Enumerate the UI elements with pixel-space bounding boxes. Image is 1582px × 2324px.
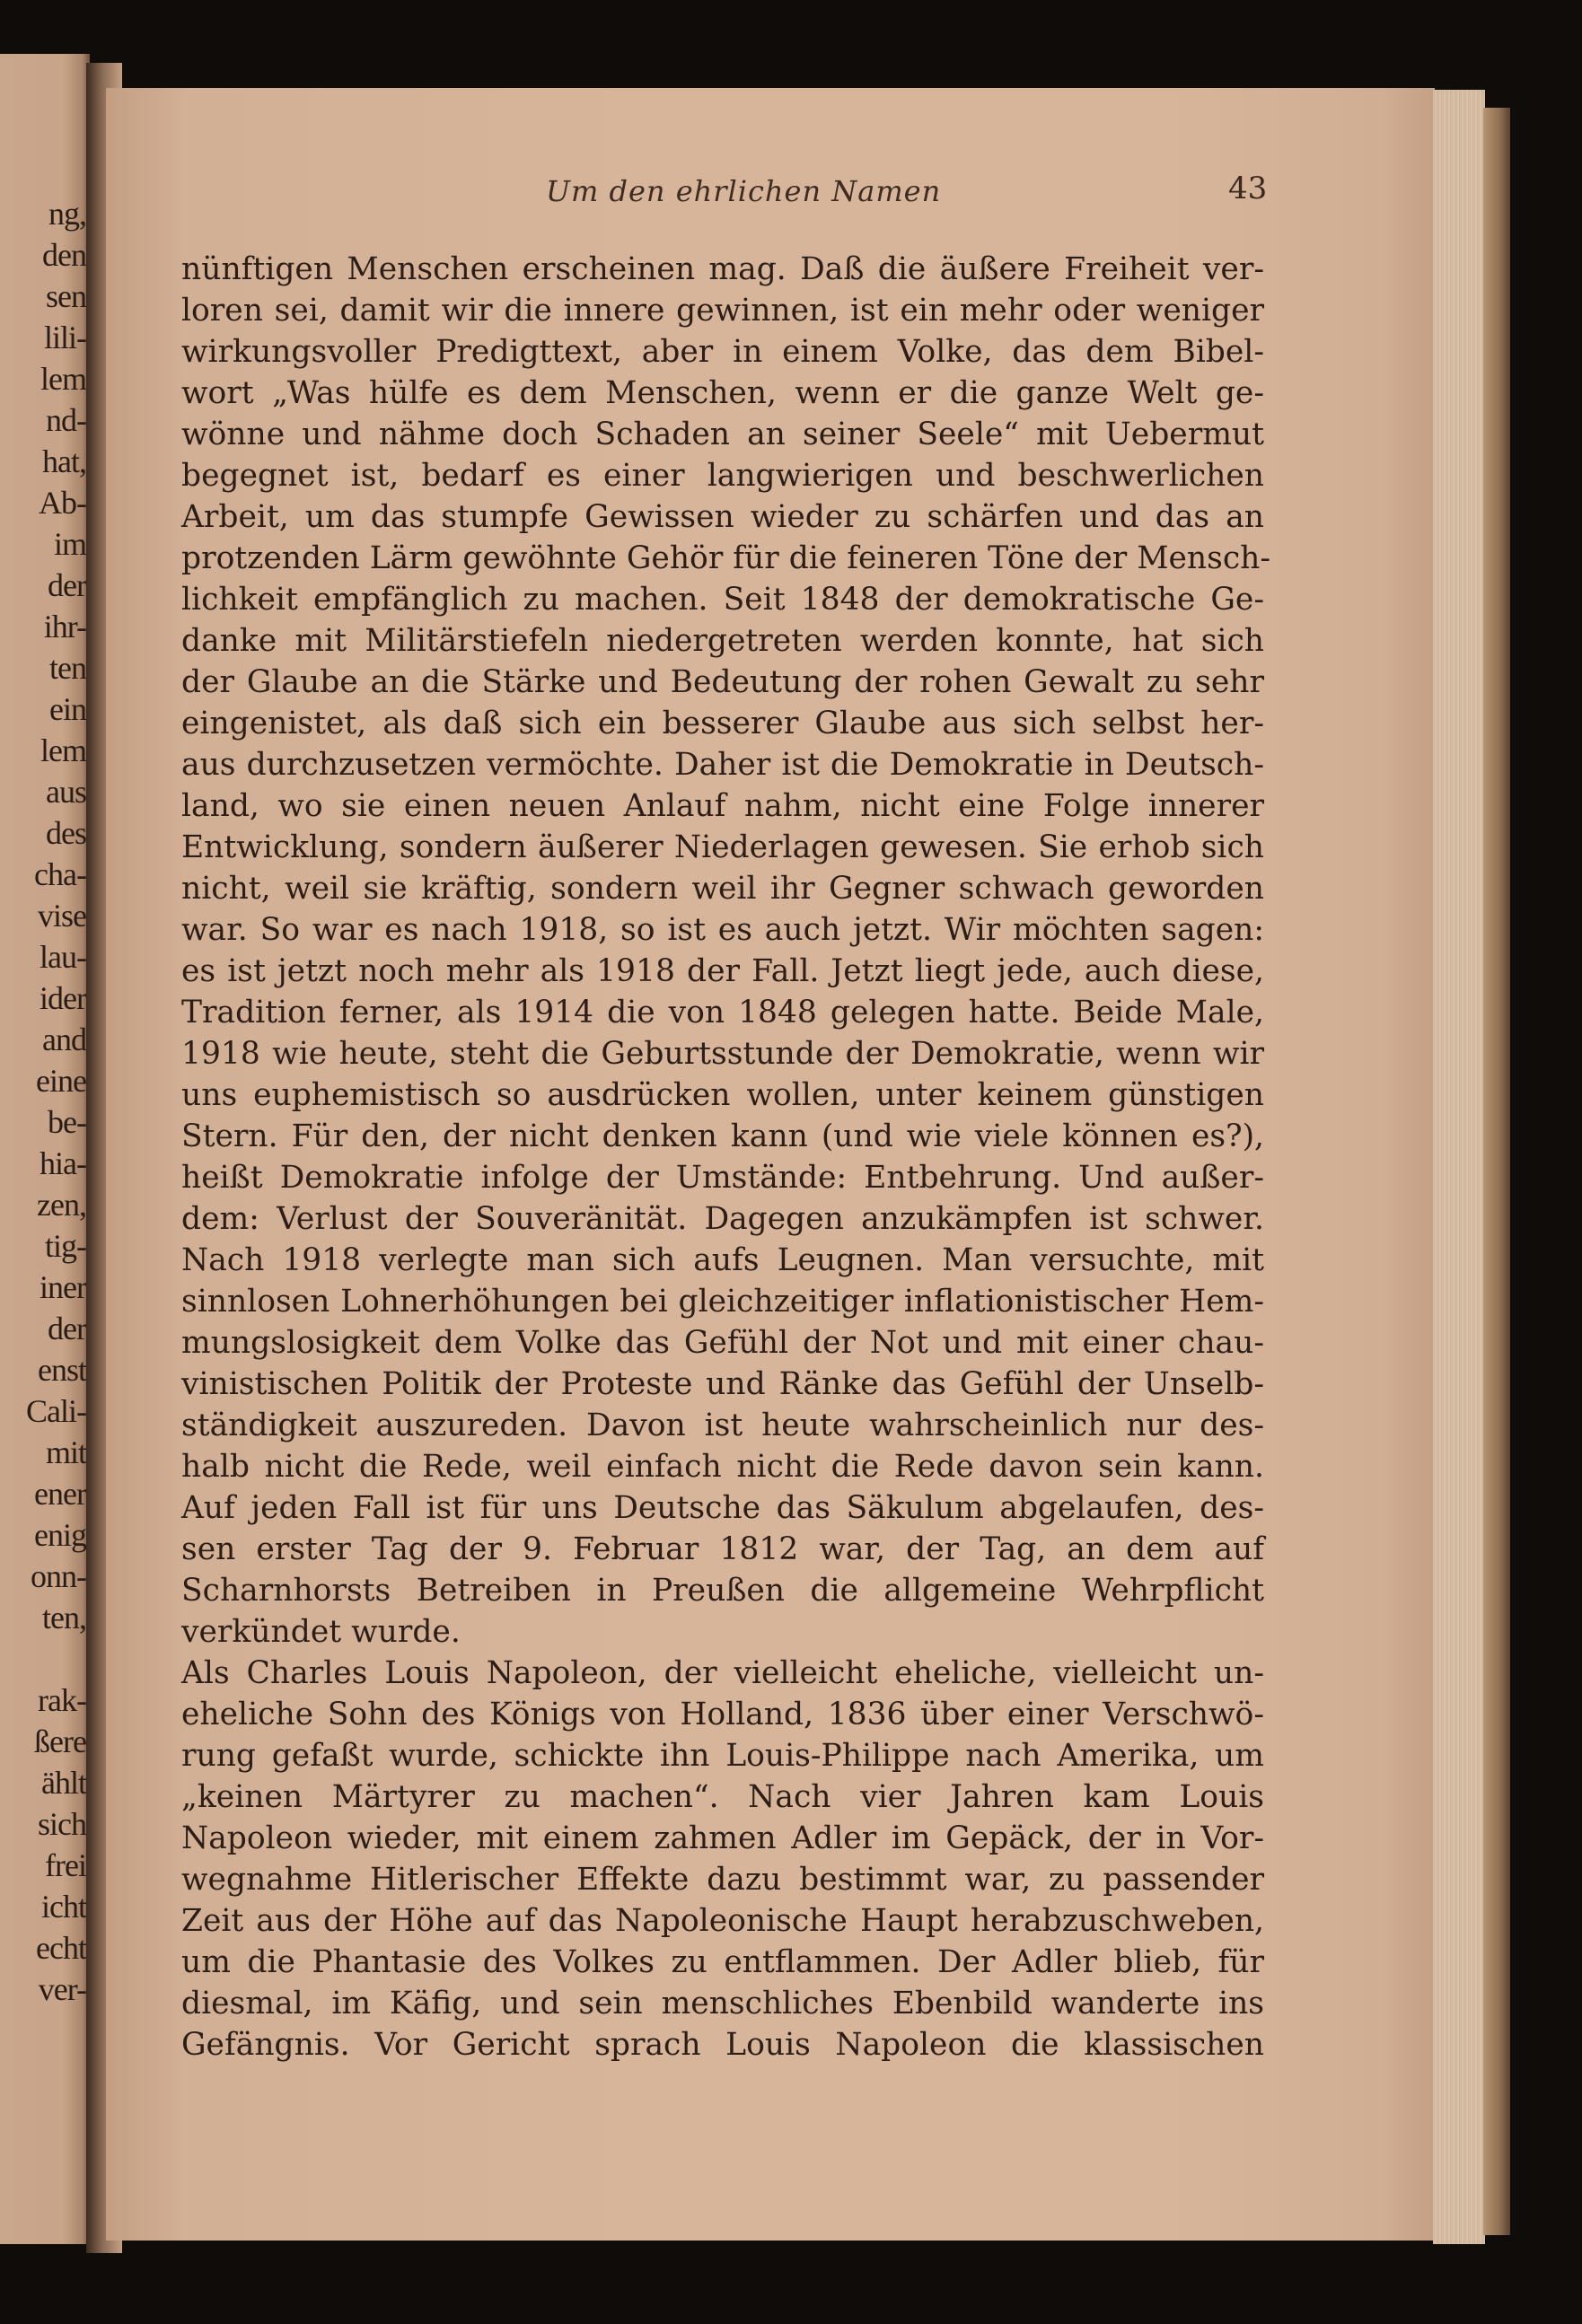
left-page-text-fragment: tig- xyxy=(45,1228,86,1264)
left-page-text-fragment: aus xyxy=(46,774,86,810)
left-page-text-fragment: iner xyxy=(40,1269,86,1305)
text-line: eingenistet, als daß sich ein besserer Glaube aus sich selbst her- xyxy=(181,706,1264,741)
left-page-text-fragment: mit xyxy=(45,1434,86,1470)
left-page-text-fragment: ählt xyxy=(41,1765,86,1801)
text-line: um die Phantasie des Volkes zu entflammen. Der Adler blieb, für xyxy=(181,1944,1264,1980)
text-line: uns euphemistisch so ausdrücken wollen, unter keinem günstigen xyxy=(181,1077,1264,1113)
left-page-text-fragment: enig xyxy=(34,1517,86,1553)
text-line: wönne und nähme doch Schaden an seiner Seele“ mit Uebermut xyxy=(181,417,1264,452)
left-page-text-fragment: lili- xyxy=(44,320,86,355)
left-page-text-fragment: des xyxy=(46,815,86,851)
left-page-text-fragment: nd- xyxy=(46,402,86,438)
text-line: Arbeit, um das stumpfe Gewissen wieder zu schärfen und das an xyxy=(181,499,1264,535)
left-page-text-fragment: cha- xyxy=(34,856,86,892)
text-line: diesmal, im Käfig, und sein menschliches Ebenbild wanderte ins xyxy=(181,1986,1264,2021)
page-header xyxy=(106,171,1435,210)
text-line: sen erster Tag der 9. Februar 1812 war, der Tag, an dem auf xyxy=(181,1531,1264,1567)
text-line: begegnet ist, bedarf es einer langwierigen und beschwerlichen xyxy=(181,458,1264,494)
text-line: heißt Demokratie infolge der Umstände: Entbehrung. Und außer- xyxy=(181,1160,1264,1196)
text-line: dem: Verlust der Souveränität. Dagegen anzukämpfen ist schwer. xyxy=(181,1201,1264,1237)
left-page-text-fragment: frei xyxy=(45,1847,86,1883)
left-page-text-fragment: ener xyxy=(34,1476,86,1512)
book-cover-edge xyxy=(1483,108,1510,2235)
text-line: Nach 1918 verlegte man sich aufs Leugnen. Man versuchte, mit xyxy=(181,1242,1264,1278)
left-page-text-fragment: be- xyxy=(48,1104,86,1140)
left-page-text-fragment: onn- xyxy=(31,1558,86,1594)
text-line: Tradition ferner, als 1914 die von 1848 gelegen hatte. Beide Male, xyxy=(181,995,1264,1030)
text-line: loren sei, damit wir die innere gewinnen, ist ein mehr oder weniger xyxy=(181,293,1264,329)
left-page-text-fragment: lau- xyxy=(40,939,86,975)
text-line: rung gefaßt wurde, schickte ihn Louis-Philippe nach Amerika, um xyxy=(181,1738,1264,1774)
text-line: es ist jetzt noch mehr als 1918 der Fall. Jetzt liegt jede, auch diese, xyxy=(181,953,1264,989)
left-page-text-fragment: ßere xyxy=(34,1723,86,1759)
left-page-text-fragment: den xyxy=(42,237,86,273)
text-line: Zeit aus der Höhe auf das Napoleonische Haupt herabzuschweben, xyxy=(181,1903,1264,1939)
text-line: lichkeit empfänglich zu machen. Seit 1848 der demokratische Ge- xyxy=(181,582,1264,618)
text-line: verkündet wurde. xyxy=(181,1614,461,1650)
left-page-text-fragment: echt xyxy=(36,1930,86,1966)
text-line: Stern. Für den, der nicht denken kann (und wie viele können es?), xyxy=(181,1118,1264,1154)
text-line: war. So war es nach 1918, so ist es auch jetzt. Wir möchten sagen: xyxy=(181,912,1264,948)
text-line: Napoleon wieder, mit einem zahmen Adler im Gepäck, der in Vor- xyxy=(181,1820,1264,1856)
left-page-text-fragment: enst xyxy=(38,1352,86,1388)
text-line: nicht, weil sie kräftig, sondern weil ihr Gegner schwach geworden xyxy=(181,871,1264,907)
left-page-text-fragment: and xyxy=(42,1022,86,1057)
left-page-text-fragment: ng, xyxy=(48,196,86,232)
left-page-text-fragment: ten xyxy=(49,650,86,686)
text-line: Als Charles Louis Napoleon, der vielleicht eheliche, vielleicht un- xyxy=(181,1655,1264,1691)
text-line: Gefängnis. Vor Gericht sprach Louis Napoleon die klassischen xyxy=(181,2027,1264,2063)
left-facing-page xyxy=(0,54,90,2244)
left-page-text-fragment: ten, xyxy=(42,1600,86,1636)
text-line: aus durchzusetzen vermöchte. Daher ist die Demokratie in Deutsch- xyxy=(181,747,1264,783)
left-page-text-fragment: im xyxy=(53,526,86,562)
text-line: wegnahme Hitlerischer Effekte dazu bestimmt war, zu passender xyxy=(181,1862,1264,1898)
left-page-text-fragment: ein xyxy=(49,691,86,727)
text-line: wort „Was hülfe es dem Menschen, wenn er die ganze Welt ge- xyxy=(181,375,1264,411)
text-line: vinistischen Politik der Proteste und Ränke das Gefühl der Unselb- xyxy=(181,1366,1264,1402)
text-line: mungslosigkeit dem Volke das Gefühl der Not und mit einer chau- xyxy=(181,1325,1264,1361)
text-line: protzenden Lärm gewöhnte Gehör für die feineren Töne der Mensch- xyxy=(181,540,1271,576)
text-line: ständigkeit auszureden. Davon ist heute wahrscheinlich nur des- xyxy=(181,1408,1264,1443)
left-page-text-fragment: zen, xyxy=(37,1187,86,1223)
left-page-text-fragment: rak- xyxy=(38,1682,86,1718)
left-page-text-fragment: vise xyxy=(38,898,86,934)
left-page-text-fragment: Cali- xyxy=(26,1393,86,1429)
left-page-text-fragment: Ab- xyxy=(39,485,86,521)
text-line: Auf jeden Fall ist für uns Deutsche das Säkulum abgelaufen, des- xyxy=(181,1490,1264,1526)
text-line: danke mit Militärstiefeln niedergetreten werden konnte, hat sich xyxy=(181,623,1264,659)
left-page-text-fragment: lem xyxy=(40,732,86,768)
text-line: der Glaube an die Stärke und Bedeutung der rohen Gewalt zu sehr xyxy=(181,664,1264,700)
left-page-text-fragment: hia- xyxy=(40,1145,86,1181)
left-page-text-fragment: sen xyxy=(46,278,86,314)
left-page-text-fragment: lem xyxy=(40,361,86,397)
page-edges xyxy=(1433,90,1485,2244)
text-line: „keinen Märtyrer zu machen“. Nach vier Jahren kam Louis xyxy=(181,1779,1264,1815)
left-page-text-fragment: ihr- xyxy=(43,609,86,645)
body-text xyxy=(181,249,1271,2065)
left-page-text-fragment: ider xyxy=(40,980,86,1016)
left-page-text-fragment: icht xyxy=(41,1889,86,1925)
text-line: eheliche Sohn des Königs von Holland, 1836 über einer Verschwö- xyxy=(181,1697,1264,1732)
page-number: 43 xyxy=(1228,171,1268,206)
left-page-text-fragment: hat, xyxy=(42,443,86,479)
left-page-text-fragment: sich xyxy=(38,1806,86,1842)
running-title: Um den ehrlichen Namen xyxy=(546,174,942,208)
text-line: sinnlosen Lohnerhöhungen bei gleichzeitiger inflationistischer Hem- xyxy=(181,1284,1264,1320)
text-line: Entwicklung, sondern äußerer Niederlagen gewesen. Sie erhob sich xyxy=(181,829,1264,865)
text-line: 1918 wie heute, steht die Geburtsstunde der Demokratie, wenn wir xyxy=(181,1036,1264,1072)
text-line: halb nicht die Rede, weil einfach nicht die Rede davon sein kann. xyxy=(181,1449,1264,1485)
text-line: nünftigen Menschen erscheinen mag. Daß die äußere Freiheit ver- xyxy=(181,251,1264,287)
left-page-text-fragment: ver- xyxy=(38,1971,86,2007)
left-page-text-fragment: der xyxy=(48,1311,86,1346)
left-page-text-fragment: der xyxy=(48,567,86,603)
text-line: Scharnhorsts Betreiben in Preußen die allgemeine Wehrpflicht xyxy=(181,1573,1264,1609)
left-page-text-fragment: eine xyxy=(36,1063,86,1099)
text-line: land, wo sie einen neuen Anlauf nahm, nicht eine Folge innerer xyxy=(181,788,1264,824)
text-line: wirkungsvoller Predigttext, aber in einem Volke, das dem Bibel- xyxy=(181,334,1264,370)
